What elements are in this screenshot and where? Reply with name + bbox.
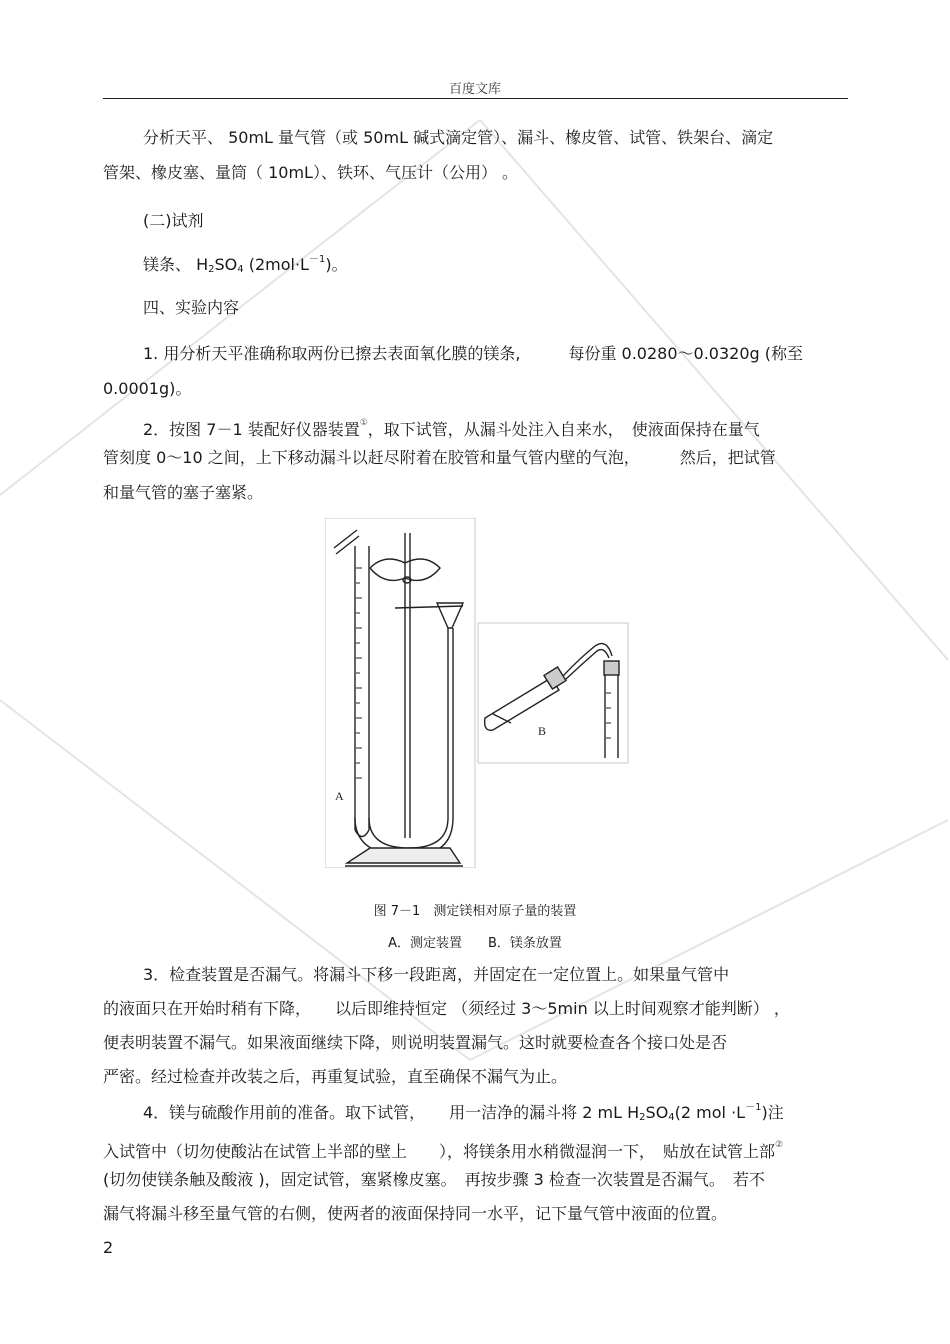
step1-line-1: 1. 用分析天平准确称取两份已擦去表面氧化膜的镁条, 每份重 0.0280～0.0320g (称至: [143, 344, 803, 363]
step3-line-2: 的液面只在开始时稍有下降， 以后即维持恒定 （须经过 3～5min 以上时间观察才能判断） ，: [103, 999, 790, 1018]
figure-caption: 图 7－1 测定镁相对原子量的装置: [373, 904, 577, 919]
reagent-subscript: 4: [237, 264, 244, 275]
step4-text: )注: [761, 1103, 784, 1122]
header-rule: [103, 98, 848, 99]
step4-text: 4．镁与硫酸作用前的准备。取下试管， 用一洁净的漏斗将 2 mL H: [143, 1103, 640, 1122]
step4-superscript: －1: [745, 1102, 762, 1113]
step4-line-1: [103, 1095, 848, 1130]
reagent-text: )。: [325, 255, 348, 274]
step4-text: 入试管中（切勿使酸沾在试管上半部的壁上 ），将镁条用水稍微湿润一下， 贴放在试管上部: [103, 1142, 776, 1161]
reagent-subscript: 2: [208, 264, 215, 275]
header-title: 百度文库: [448, 82, 501, 97]
figure-subcaption: A．测定装置 B．镁条放置: [388, 936, 562, 951]
reagent-line: [103, 247, 848, 282]
step3-line-4: 严密。经过检查并改装之后，再重复试验，直至确保不漏气为止。: [103, 1067, 568, 1086]
step3-line-3: 便表明装置不漏气。如果液面继续下降，则说明装置漏气。这时就要检查各个接口处是否: [103, 1033, 728, 1052]
content-heading: 四、实验内容: [143, 298, 240, 317]
step4-line-3: (切勿使镁条触及酸液 )，固定试管，塞紧橡皮塞。 再按步骤 3 检查一次装置是否漏气。 若不: [103, 1170, 765, 1189]
step1-line-2: 0.0001g)。: [103, 379, 192, 398]
footnote-marker: ②: [775, 1140, 784, 1150]
equipment-line-1: 分析天平、 50mL 量气管（或 50mL 碱式滴定管）、漏斗、橡皮管、试管、铁架台、滴定: [143, 128, 774, 147]
step4-line-4: 漏气将漏斗移至量气管的右侧，使两者的液面保持同一水平，记下量气管中液面的位置。: [103, 1204, 728, 1223]
equipment-line-2: 管架、橡皮塞、量筒（ 10mL）、铁环、气压计（公用） 。: [103, 163, 519, 182]
reagent-text: 镁条、 H: [143, 255, 209, 274]
step2-line-2: 管刻度 0～10 之间，上下移动漏斗以赶尽附着在胶管和量气管内壁的气泡， 然后，把试管: [103, 448, 776, 467]
reagent-heading: (二)试剂: [143, 211, 204, 230]
reagent-text: SO: [214, 255, 238, 274]
page-number: 2: [103, 1238, 114, 1257]
step2-text: ，取下试管，从漏斗处注入自来水， 使液面保持在量气: [367, 420, 760, 439]
step2-line-3: 和量气管的塞子塞紧。: [103, 483, 264, 502]
step4-subscript: 2: [639, 1112, 646, 1123]
step4-text: (2 mol ·L: [674, 1103, 746, 1122]
step4-text: SO: [645, 1103, 669, 1122]
reagent-superscript: －1: [308, 254, 326, 265]
reagent-text: (2mol·L: [243, 255, 309, 274]
figure-label-a: A: [335, 789, 344, 803]
step3-line-1: 3．检查装置是否漏气。将漏斗下移一段距离，并固定在一定位置上。如果量气管中: [143, 965, 730, 984]
footnote-marker: ①: [359, 418, 368, 428]
step2-text: 2．按图 7－1 装配好仪器装置: [143, 420, 360, 439]
apparatus-figure: [325, 518, 630, 868]
step4-subscript: 4: [668, 1112, 675, 1123]
figure-label-b: B: [538, 724, 547, 738]
